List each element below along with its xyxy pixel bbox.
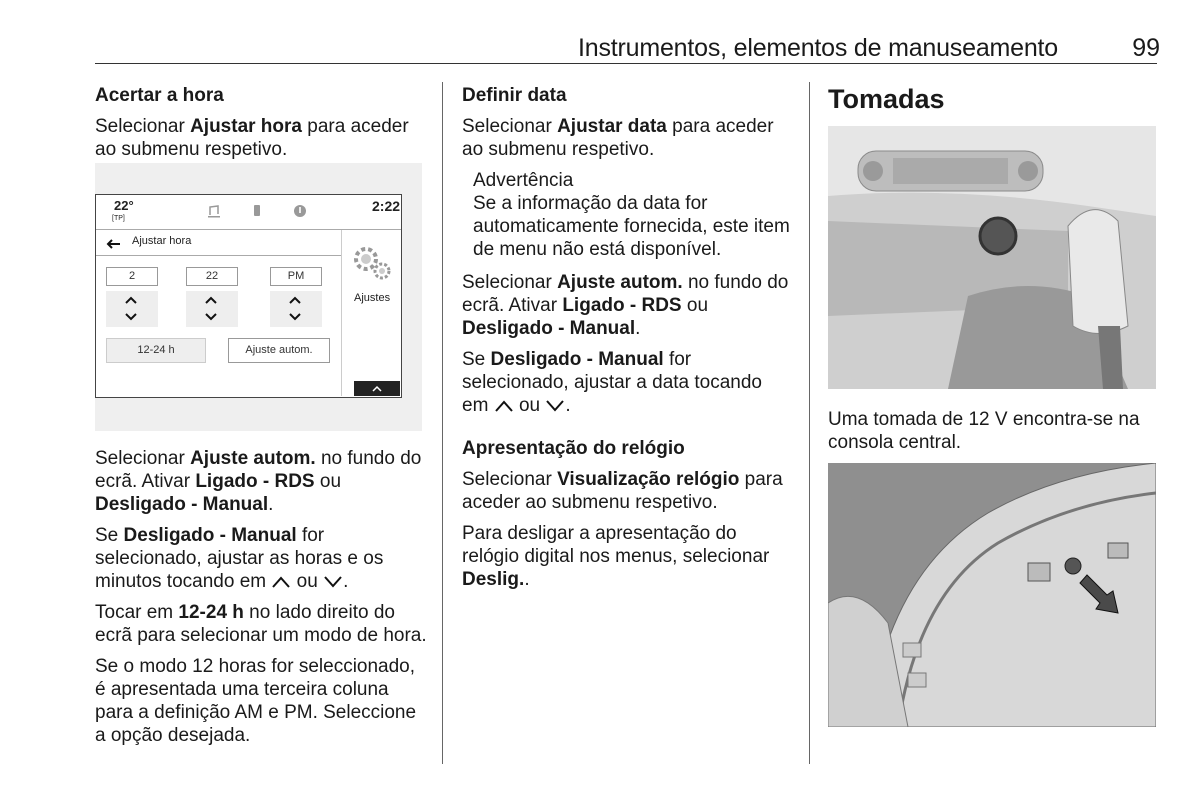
chevron-up-icon xyxy=(494,399,514,413)
screen-side-divider xyxy=(341,230,342,396)
clock-settings-screen-illustration xyxy=(95,163,422,431)
ampm-up-arrow-icon[interactable] xyxy=(289,296,301,304)
column-1 xyxy=(95,84,430,169)
warning-title: Advertência xyxy=(473,170,574,191)
section-heading-clock-display: Apresentação do relógio xyxy=(462,438,685,459)
column-1-lower xyxy=(95,447,430,755)
screen-title: Ajustar hora xyxy=(132,235,192,247)
ampm-value: PM xyxy=(270,267,322,286)
trunk-illustration xyxy=(828,463,1156,727)
column-divider xyxy=(442,82,443,764)
paragraph: Selecionar Ajuste autom. no fundo do ecrã. Ativar Ligado - RDS ou Desligado - Manual. xyxy=(462,272,789,339)
column-2 xyxy=(462,84,792,599)
page-number: 99 xyxy=(1132,34,1160,62)
paragraph: Selecionar Ajustar hora para aceder ao submenu respetivo. xyxy=(95,116,409,160)
warning-text: Se a informação da data for automaticamente fornecida, este item de menu não está disponível. xyxy=(473,193,790,260)
paragraph: Tocar em 12-24 h no lado direito do ecrã para selecionar um modo de hora. xyxy=(95,602,427,646)
chevron-down-icon xyxy=(323,575,343,589)
paragraph: Para desligar a apresentação do relógio digital nos menus, selecionar Deslig.. xyxy=(462,523,770,590)
photo-caption: Uma tomada de 12 V encontra-se na consola central. xyxy=(828,409,1140,453)
auto-set-button[interactable]: Ajuste autom. xyxy=(228,338,330,363)
paragraph: Se Desligado - Manual for selecionado, ajustar as horas e os minutos tocando em ou . xyxy=(95,525,384,592)
settings-label[interactable]: Ajustes xyxy=(354,292,391,304)
settings-gears-icon[interactable] xyxy=(350,243,396,283)
info-icon xyxy=(292,203,308,219)
chevron-up-icon xyxy=(271,575,291,589)
section-heading-set-time: Acertar a hora xyxy=(95,85,224,106)
center-console-socket-photo xyxy=(828,126,1156,389)
page-header-title: Instrumentos, elementos de manuseamento xyxy=(578,34,1058,62)
paragraph: Selecionar Ajustar data para aceder ao submenu respetivo. xyxy=(462,116,774,160)
format-12-24-button[interactable]: 12-24 h xyxy=(106,338,206,363)
paragraph: Selecionar Visualização relógio para aceder ao submenu respetivo. xyxy=(462,469,783,513)
screen-clock: 2:22 xyxy=(372,198,401,214)
header-divider xyxy=(95,63,1157,64)
column-3-caption xyxy=(828,408,1158,462)
paragraph: Selecionar Ajuste autom. no fundo do ecrã. Ativar Ligado - RDS ou Desligado - Manual. xyxy=(95,448,422,515)
warning-note xyxy=(462,169,792,261)
screen-tp-indicator: [TP] xyxy=(112,215,125,222)
hour-value: 2 xyxy=(106,267,158,286)
screen-title-divider xyxy=(96,255,341,256)
back-arrow-icon[interactable] xyxy=(106,237,122,249)
screen-status-divider xyxy=(96,229,401,230)
minute-down-arrow-icon[interactable] xyxy=(205,313,217,321)
screen-frame xyxy=(95,194,402,398)
column-divider xyxy=(809,82,810,764)
music-icon xyxy=(206,203,222,219)
chevron-up-icon xyxy=(371,385,383,393)
minute-up-arrow-icon[interactable] xyxy=(205,296,217,304)
section-heading-set-date: Definir data xyxy=(462,85,567,106)
phone-icon xyxy=(252,203,262,219)
hour-up-arrow-icon[interactable] xyxy=(125,296,137,304)
paragraph: Se Desligado - Manual for selecionado, ajustar a data tocando em ou . xyxy=(462,349,762,416)
center-console-illustration xyxy=(828,126,1156,389)
ampm-down-arrow-icon[interactable] xyxy=(289,313,301,321)
collapse-button[interactable] xyxy=(354,381,400,396)
trunk-socket-photo xyxy=(828,463,1156,727)
paragraph: Se o modo 12 horas for seleccionado, é apresentada uma terceira coluna para a definição AM e PM. Seleccione a opção desejada. xyxy=(95,656,417,746)
chevron-down-icon xyxy=(545,399,565,413)
minute-value: 22 xyxy=(186,267,238,286)
screen-temperature: 22° xyxy=(114,198,134,213)
hour-down-arrow-icon[interactable] xyxy=(125,313,137,321)
section-title-sockets: Tomadas xyxy=(828,84,945,114)
